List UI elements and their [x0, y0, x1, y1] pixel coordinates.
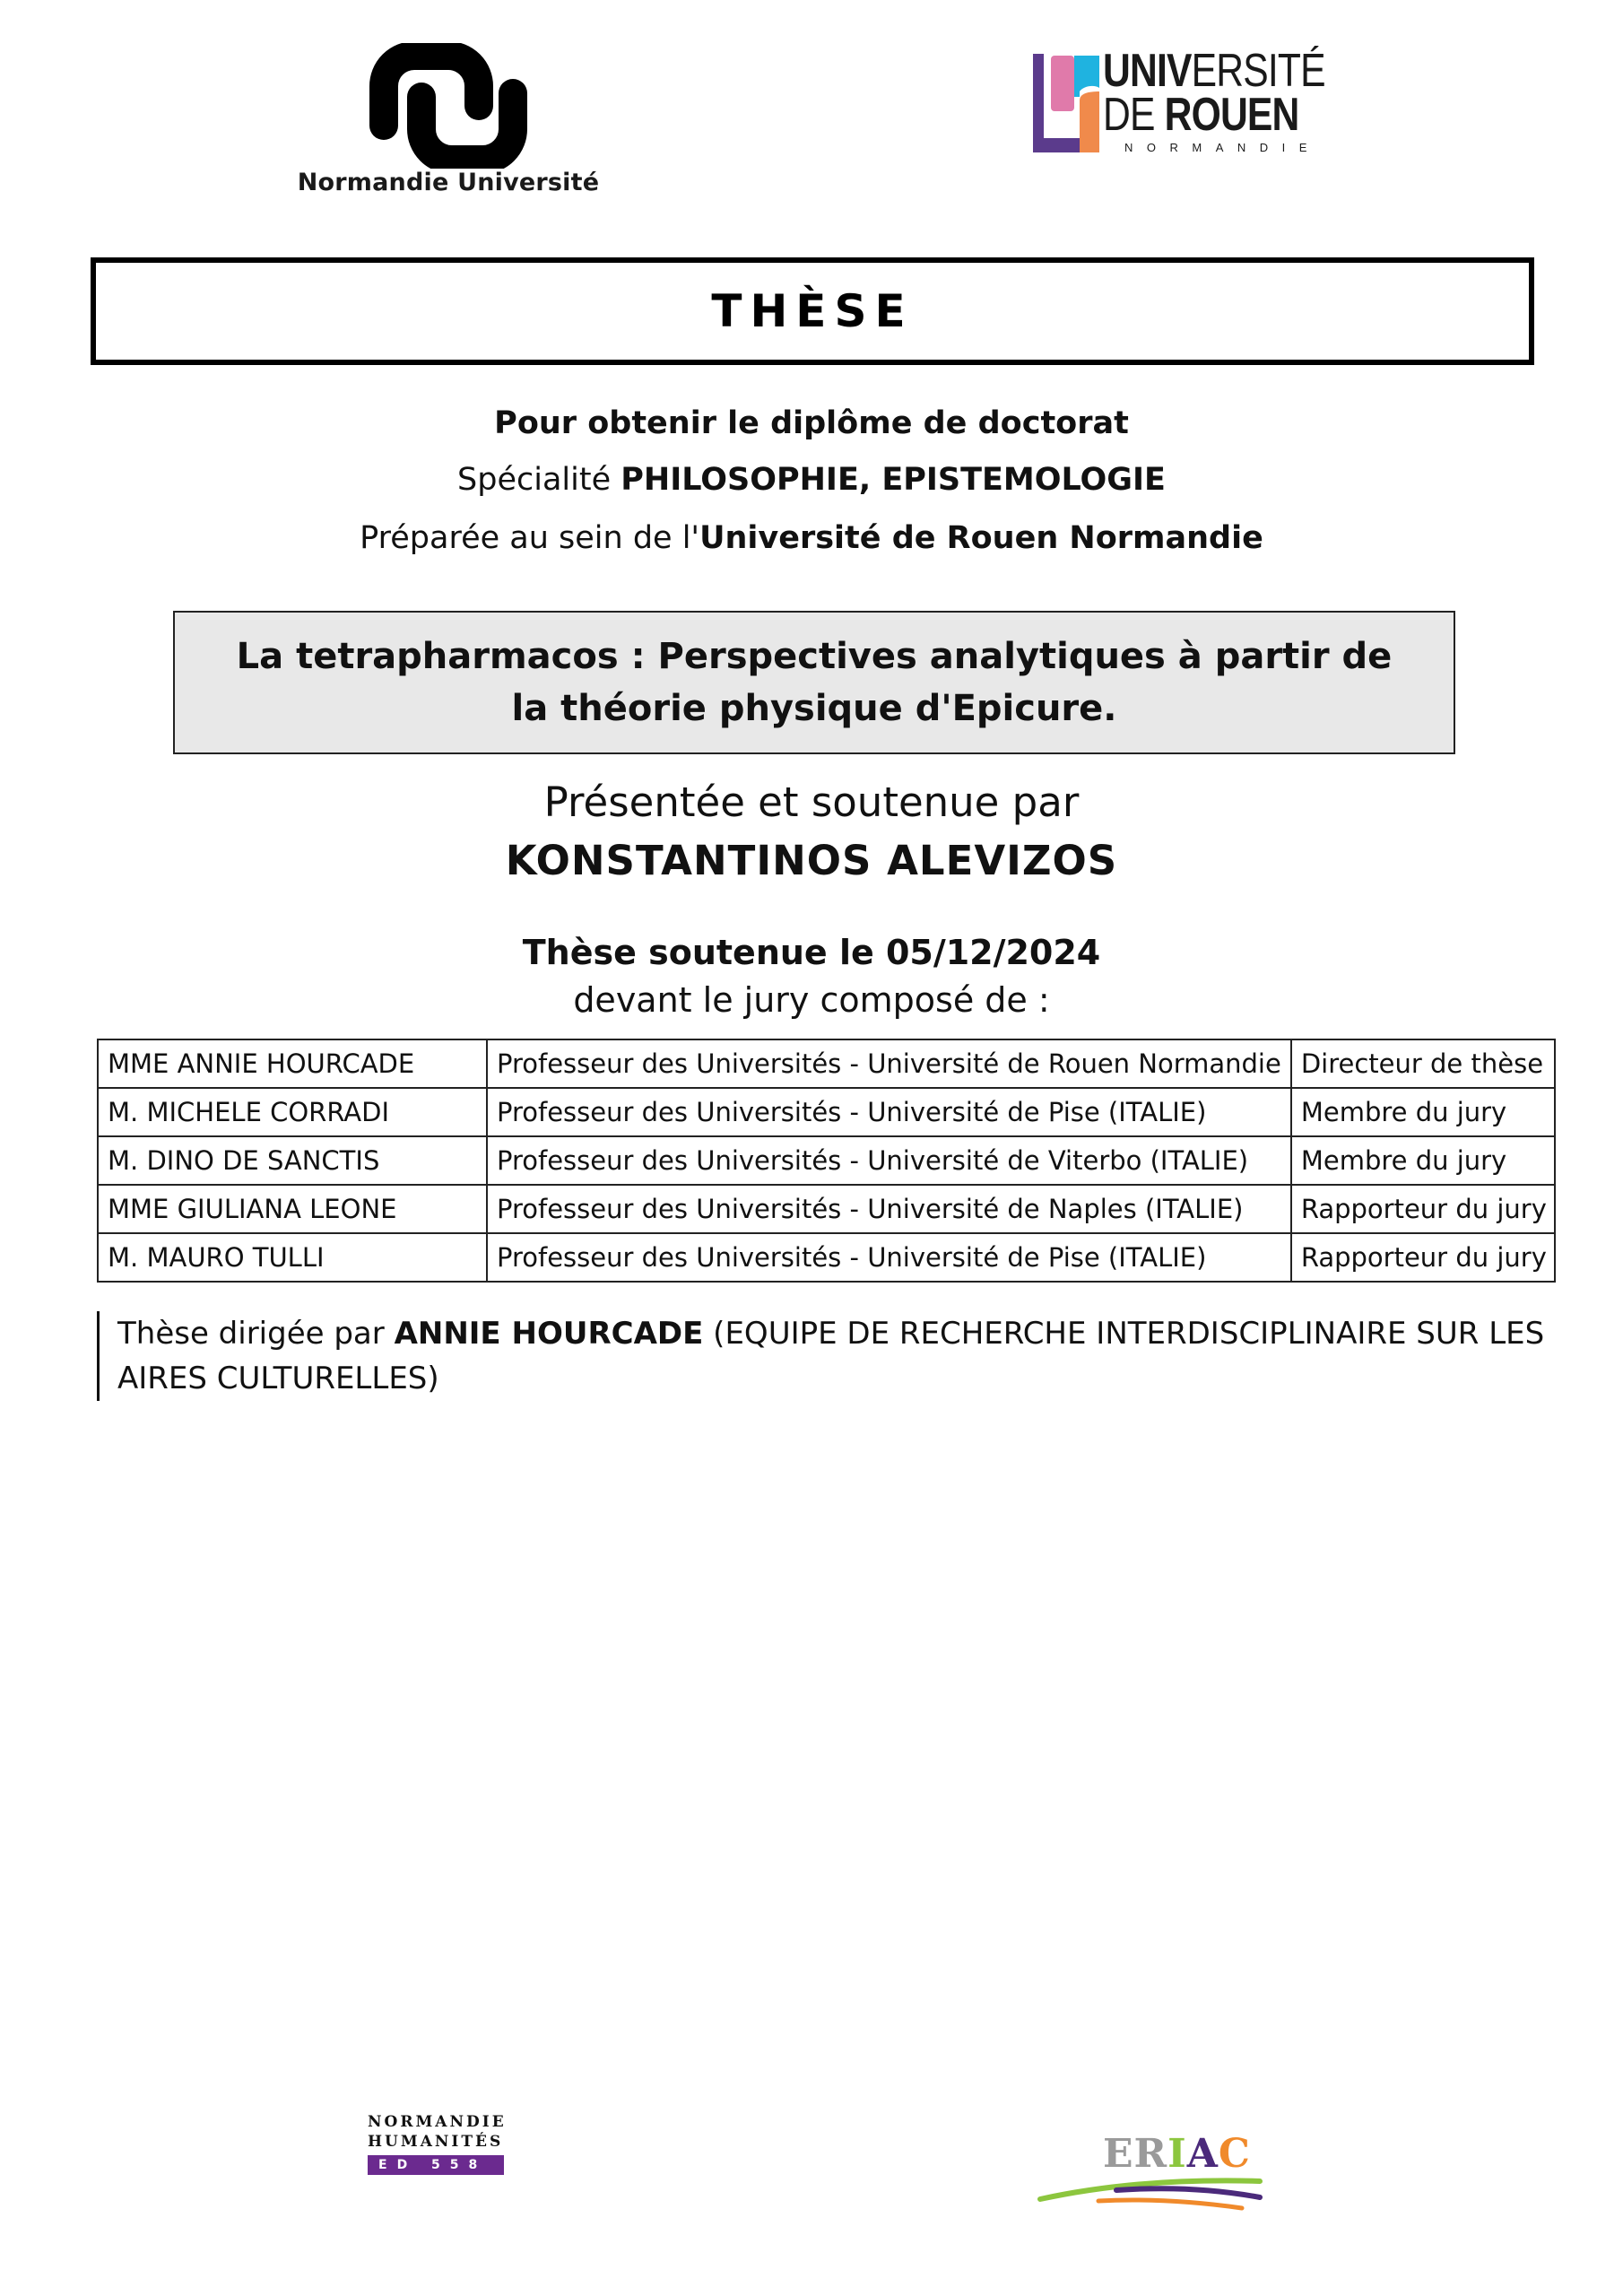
jury-position: Professeur des Universités - Université de Viterbo (ITALIE) — [487, 1136, 1291, 1185]
normandie-humanites-logo: NORMANDIE HUMANITÉS ED 558 — [368, 2112, 511, 2193]
these-header-box — [91, 257, 1534, 365]
degree-line: Pour obtenir le diplôme de doctorat — [494, 405, 1129, 441]
universite-rouen-line2: DE ROUEN — [1103, 89, 1299, 141]
normandie-universite-logo — [296, 36, 601, 206]
specialty-line: Spécialité PHILOSOPHIE, EPISTEMOLOGIE — [457, 462, 1166, 498]
thesis-direction: Thèse dirigée par ANNIE HOURCADE (EQUIPE DE RECHERCHE INTERDISCIPLINAIRE SUR LES AIRES CULTURELLES) — [97, 1311, 1552, 1401]
jury-position: Professeur des Universités - Université de Pise (ITALIE) — [487, 1233, 1291, 1282]
defense-date: Thèse soutenue le 05/12/2024 — [522, 933, 1101, 972]
jury-role: Directeur de thèse — [1291, 1039, 1555, 1088]
table-row — [98, 1136, 1555, 1185]
universite-rouen-logo — [1031, 45, 1354, 161]
specialty-value: PHILOSOPHIE, EPISTEMOLOGIE — [621, 462, 1166, 498]
institution-value: Université de Rouen Normandie — [699, 520, 1263, 556]
jury-name: M. MICHELE CORRADI — [98, 1088, 487, 1136]
jury-role: Membre du jury — [1291, 1136, 1555, 1185]
jury-position: Professeur des Universités - Université de Naples (ITALIE) — [487, 1185, 1291, 1233]
universite-rouen-line1: UNIVERSITÉ — [1103, 45, 1325, 97]
thesis-title-box — [173, 611, 1455, 754]
author-name: KONSTANTINOS ALEVIZOS — [505, 837, 1118, 884]
normandie-universite-name: Normandie Université — [297, 169, 600, 196]
jury-role: Rapporteur du jury — [1291, 1185, 1555, 1233]
eriac-wordmark: ERIAC — [1103, 2131, 1251, 2177]
table-row — [98, 1088, 1555, 1136]
jury-position: Professeur des Universités - Université de Pise (ITALIE) — [487, 1088, 1291, 1136]
table-row — [98, 1039, 1555, 1088]
jury-name: M. DINO DE SANCTIS — [98, 1136, 487, 1185]
table-row — [98, 1233, 1555, 1282]
universite-rouen-emblem-icon — [1031, 52, 1103, 158]
jury-name: MME GIULIANA LEONE — [98, 1185, 487, 1233]
jury-role: Membre du jury — [1291, 1088, 1555, 1136]
jury-position: Professeur des Universités - Université de Rouen Normandie — [487, 1039, 1291, 1088]
jury-name: M. MAURO TULLI — [98, 1233, 487, 1282]
presented-by-label: Présentée et soutenue par — [543, 778, 1080, 826]
normandie-universite-emblem-icon — [368, 43, 529, 169]
institution-line: Préparée au sein de l'Université de Rouen Normandie — [360, 520, 1263, 556]
eriac-brush-strokes-icon — [1031, 2126, 1282, 2215]
page-title: THÈSE — [711, 285, 914, 337]
research-lab: (EQUIPE DE RECHERCHE INTERDISCIPLINAIRE SUR LES AIRES CULTURELLES) — [117, 1316, 1545, 1396]
ed-558-band: ED 558 — [368, 2155, 504, 2175]
jury-intro: devant le jury composé de : — [573, 980, 1050, 1020]
eriac-logo — [1031, 2126, 1282, 2215]
thesis-title: La tetrapharmacos : Perspectives analytiques à partir de la théorie physique d'Epicure. — [236, 636, 1393, 729]
director-name: ANNIE HOURCADE — [394, 1316, 704, 1352]
universite-rouen-line3: NORMANDIE — [1124, 141, 1321, 154]
jury-name: MME ANNIE HOURCADE — [98, 1039, 487, 1088]
jury-role: Rapporteur du jury — [1291, 1233, 1555, 1282]
table-row — [98, 1185, 1555, 1233]
jury-table — [97, 1039, 1556, 1283]
